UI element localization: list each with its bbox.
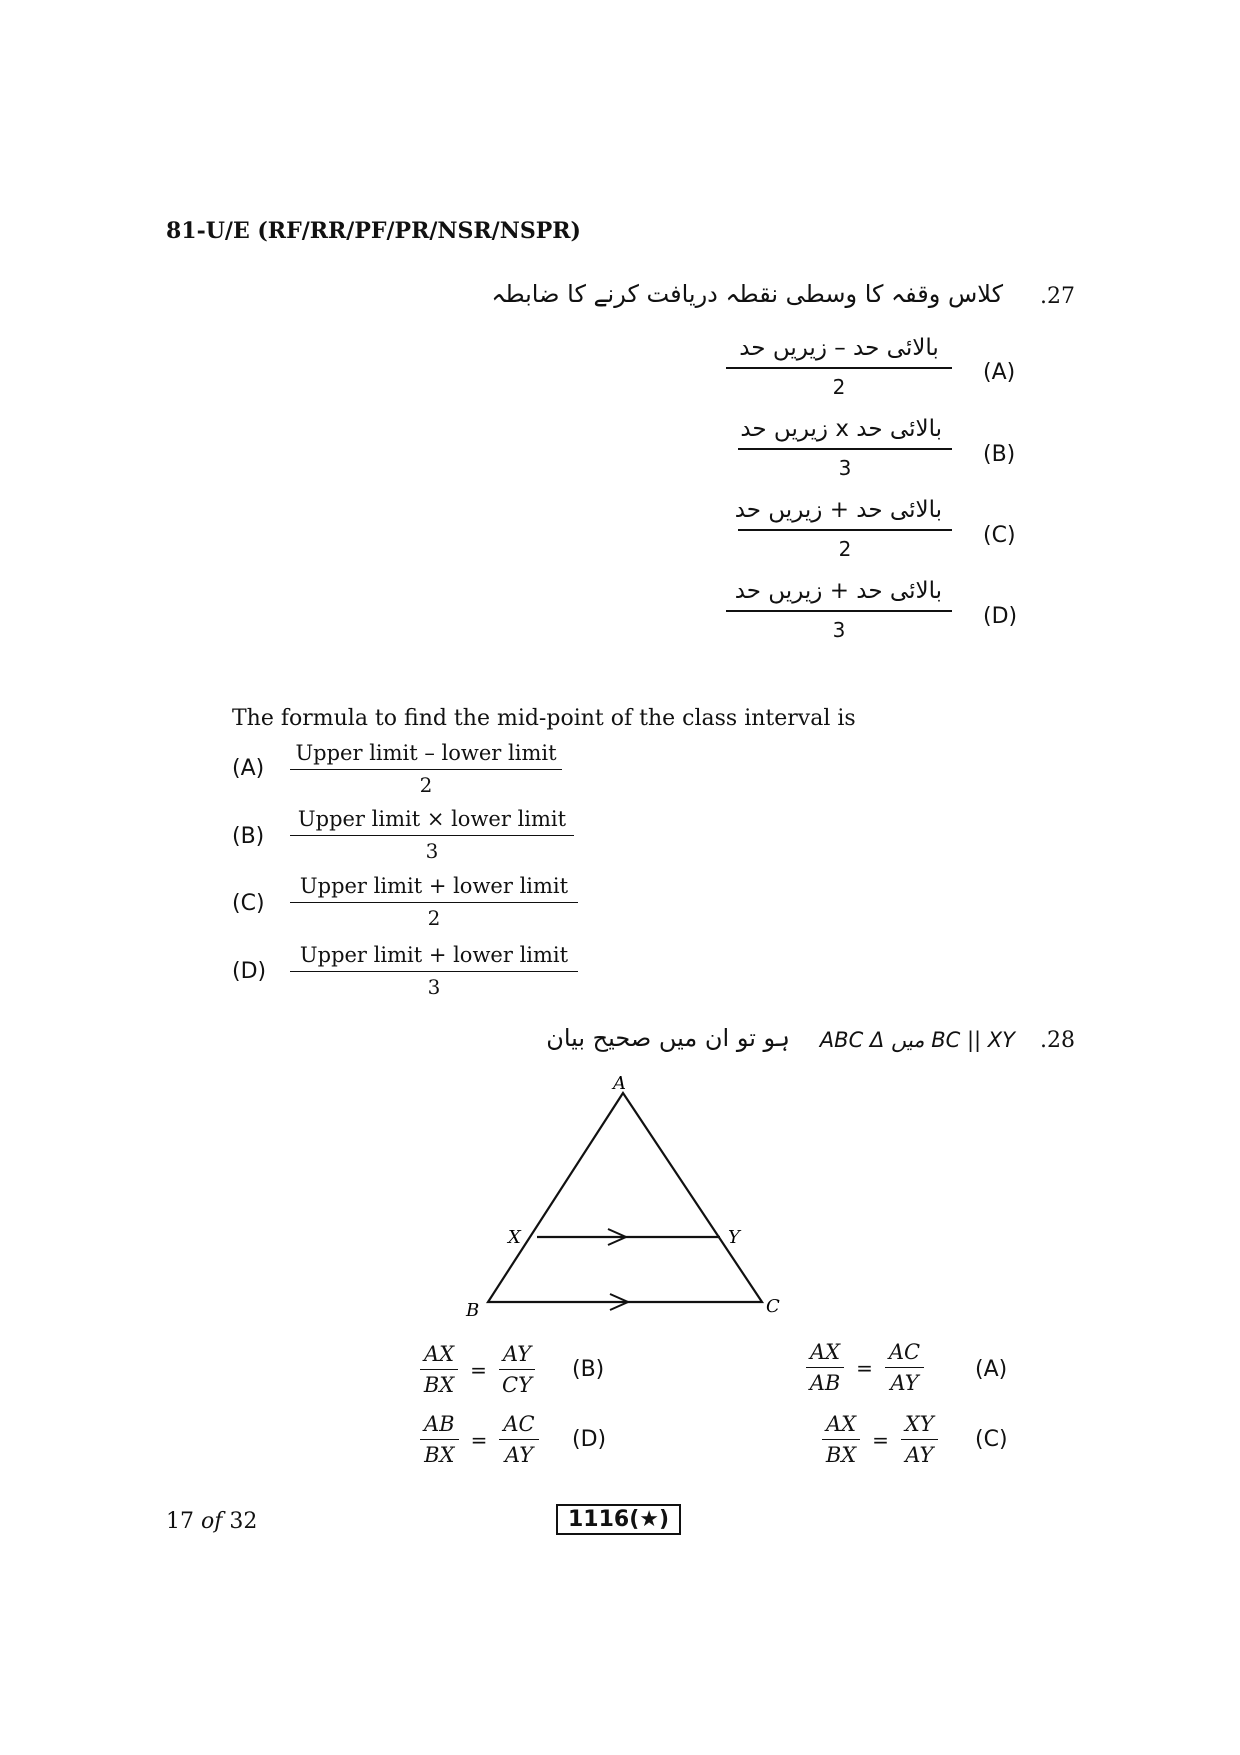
rhs-numerator: XY — [904, 1412, 934, 1436]
q27-urdu-option-a — [726, 335, 952, 399]
q28-number: .28 — [1040, 1028, 1075, 1053]
q27-english-d-label: (D) — [232, 959, 267, 984]
q27-urdu-d-numerator: بالائی حد + زیریں حد — [734, 578, 942, 604]
q27-urdu-c-label: (C) — [983, 523, 1016, 548]
triangle-figure — [450, 1065, 790, 1330]
q27-urdu-option-c — [734, 497, 952, 561]
lhs-numerator: AX — [424, 1342, 455, 1366]
q27-urdu-c-denominator: 2 — [838, 537, 852, 561]
lhs-denominator: BX — [825, 1443, 857, 1467]
ratio-rhs — [499, 1342, 535, 1397]
q27-english-c-label: (C) — [232, 891, 265, 916]
q27-english-c-numerator: Upper limit + lower limit — [299, 874, 569, 898]
equals-sign: = — [470, 1427, 488, 1452]
q27-urdu-b-label: (B) — [983, 442, 1016, 467]
paper-code: 81-U/E (RF/RR/PF/PR/NSR/NSPR) — [166, 218, 581, 244]
q27-urdu-b-denominator: 3 — [838, 456, 852, 480]
q27-english-option-b — [290, 807, 574, 863]
q28-option-c — [822, 1412, 938, 1467]
q27-english-a-numerator: Upper limit – lower limit — [295, 741, 557, 765]
lhs-numerator: AX — [826, 1412, 857, 1436]
q28-math-part: ABC Δ میں BC || XY — [819, 1028, 1015, 1052]
ratio-lhs — [420, 1412, 459, 1467]
q27-urdu-a-label: (A) — [983, 360, 1016, 385]
q28-option-a — [806, 1340, 924, 1395]
q27-english-a-denominator: 2 — [419, 773, 433, 797]
equals-sign: = — [872, 1427, 889, 1452]
q28-option-c-label: (C) — [975, 1427, 1008, 1452]
q27-english-d-numerator: Upper limit + lower limit — [299, 943, 569, 967]
q27-english-c-denominator: 2 — [427, 906, 441, 930]
q28-option-d — [420, 1412, 539, 1467]
q28-option-a-label: (A) — [975, 1357, 1008, 1382]
ratio-rhs — [885, 1340, 924, 1395]
lhs-numerator: AX — [810, 1340, 841, 1364]
rhs-denominator: AY — [905, 1443, 934, 1467]
lhs-denominator: BX — [424, 1443, 455, 1467]
q27-urdu-b-numerator: بالائی حد x زیریں حد — [740, 416, 942, 442]
ratio-lhs — [822, 1412, 860, 1467]
vertex-label-x: X — [508, 1227, 521, 1248]
q27-urdu-question: کلاس وقفہ کا وسطی نقطہ دریافت کرنے کا ضابطہ — [491, 280, 1003, 308]
q28-option-b — [420, 1342, 535, 1397]
vertex-label-a: A — [613, 1073, 626, 1094]
vertex-label-b: B — [466, 1300, 480, 1321]
ratio-rhs — [901, 1412, 938, 1467]
rhs-numerator: AC — [503, 1412, 535, 1436]
rhs-numerator: AY — [502, 1342, 532, 1366]
q27-english-b-denominator: 3 — [425, 839, 439, 863]
q27-urdu-option-d — [726, 578, 952, 642]
booklet-code: 1116(★) — [556, 1504, 681, 1535]
page-of: of — [201, 1509, 223, 1534]
lhs-denominator: AB — [809, 1371, 841, 1395]
equals-sign: = — [856, 1355, 873, 1380]
q27-english-b-numerator: Upper limit × lower limit — [297, 807, 567, 831]
rhs-denominator: AY — [504, 1443, 534, 1467]
q27-english-d-denominator: 3 — [427, 975, 441, 999]
ratio-lhs — [806, 1340, 844, 1395]
ratio-rhs — [499, 1412, 538, 1467]
q27-urdu-d-label: (D) — [983, 604, 1018, 629]
triangle-abc — [488, 1093, 762, 1302]
page-current: 17 — [166, 1509, 194, 1534]
q27-urdu-c-numerator: بالائی حد + زیریں حد — [734, 497, 942, 523]
q27-urdu-option-b — [738, 416, 952, 480]
q27-urdu-a-numerator: بالائی حد – زیریں حد — [739, 335, 939, 361]
lhs-numerator: AB — [424, 1412, 455, 1436]
page-number — [166, 1509, 257, 1534]
q27-english-option-a — [290, 741, 562, 797]
rhs-denominator: AY — [890, 1371, 919, 1395]
vertex-label-c: C — [766, 1296, 780, 1317]
q27-english-option-c — [290, 874, 578, 930]
q27-english-a-label: (A) — [232, 756, 265, 781]
q28-option-d-label: (D) — [572, 1427, 607, 1452]
vertex-label-y: Y — [728, 1227, 740, 1248]
q27-number: .27 — [1040, 284, 1075, 309]
ratio-lhs — [420, 1342, 458, 1397]
rhs-denominator: CY — [502, 1373, 532, 1397]
q27-urdu-d-denominator: 3 — [832, 618, 846, 642]
equals-sign: = — [470, 1357, 487, 1382]
q27-english-option-d — [290, 943, 578, 999]
lhs-denominator: BX — [423, 1373, 455, 1397]
q27-english-b-label: (B) — [232, 824, 265, 849]
q27-english-question: The formula to find the mid-point of the class interval is — [232, 706, 856, 731]
q27-urdu-a-denominator: 2 — [832, 375, 846, 399]
q28-urdu-part: ہو تو ان میں صحیح بیان — [546, 1024, 790, 1052]
q28-option-b-label: (B) — [572, 1357, 605, 1382]
rhs-numerator: AC — [888, 1340, 921, 1364]
page-total: 32 — [229, 1509, 258, 1534]
